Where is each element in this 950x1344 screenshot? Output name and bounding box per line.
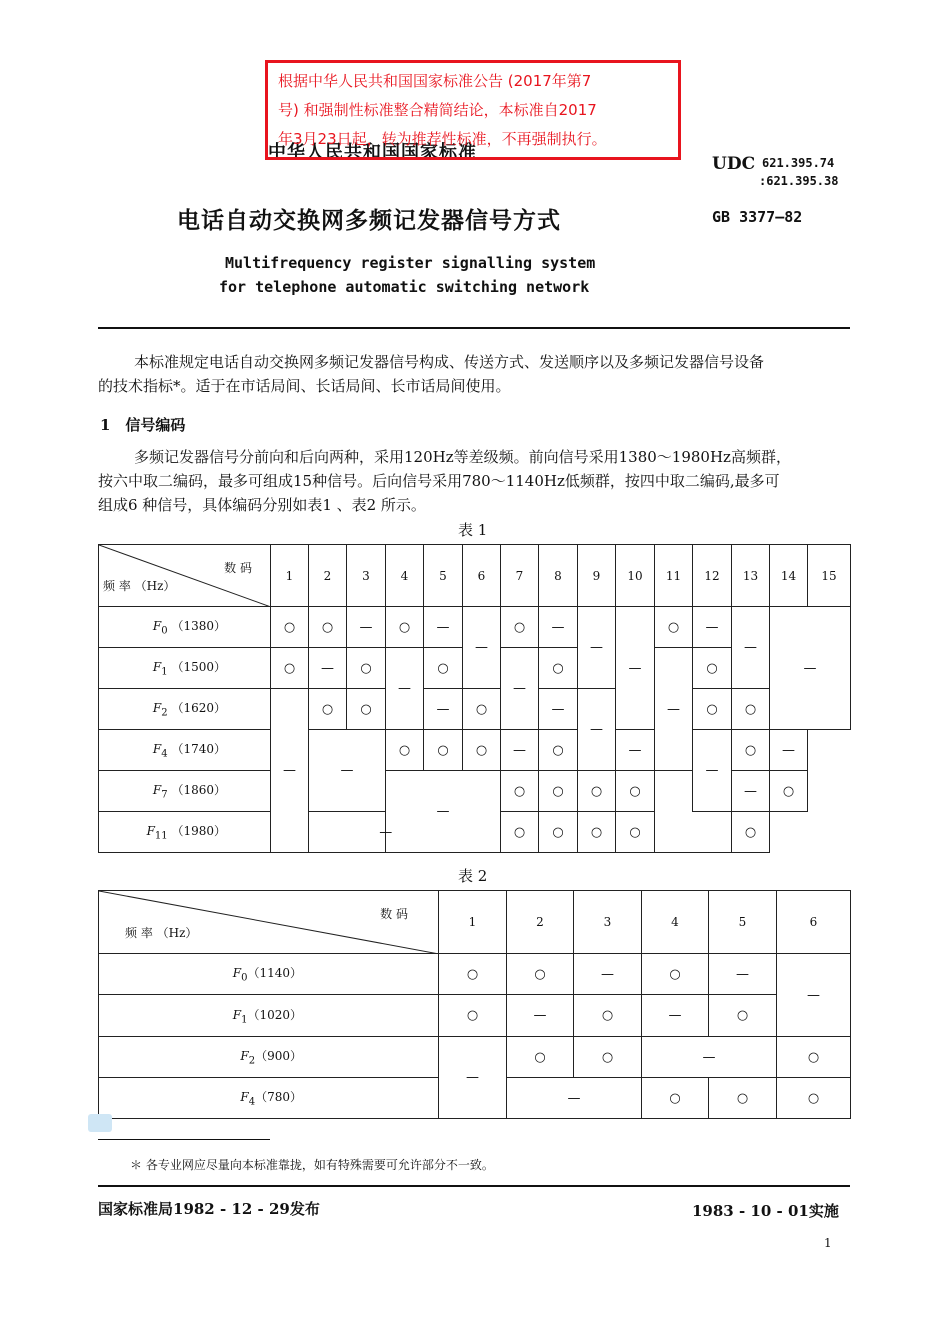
code-header: 4: [386, 545, 424, 607]
cell-circle: ○: [770, 771, 808, 812]
standard-title-en: for telephone automatic switching network: [219, 278, 590, 296]
table-row: [99, 995, 851, 1037]
standard-title-en: Multifrequency register signalling system: [225, 254, 596, 272]
cell-dash: —: [501, 648, 539, 730]
cell-circle: ○: [732, 689, 770, 730]
freq-label: $F_0$ （1380）: [99, 607, 271, 648]
standard-number: GB 3377—82: [712, 208, 803, 226]
code-header: 2: [309, 545, 347, 607]
header-rule: [98, 327, 850, 329]
publish-date: 国家标准局1982 - 12 - 29发布: [98, 1200, 320, 1218]
table-row: [99, 689, 851, 730]
table-caption: 表 2: [458, 867, 488, 885]
code-header: 13: [732, 545, 770, 607]
code-header: 15: [808, 545, 851, 607]
table-row: [99, 954, 851, 995]
cell-circle: ○: [386, 730, 424, 771]
issuing-organization: 中华人民共和国国家标准: [268, 142, 477, 163]
cell-dash: —: [574, 954, 642, 995]
cell-circle: ○: [693, 648, 732, 689]
cell-circle: ○: [709, 995, 777, 1037]
code-header: 14: [770, 545, 808, 607]
code-axis-label: 数 码: [224, 561, 252, 575]
section-paragraph: [98, 445, 850, 517]
code-header: 12: [693, 545, 732, 607]
cell-dash: —: [693, 730, 732, 812]
cell-circle: ○: [578, 812, 616, 853]
udc-code-2: :621.395.38: [759, 174, 839, 188]
cell-circle: ○: [309, 689, 347, 730]
table-header-row: [99, 891, 851, 954]
cell-dash: —: [770, 730, 808, 771]
cell-circle: ○: [271, 607, 309, 648]
code-header: 6: [777, 891, 851, 954]
cell-dash: —: [309, 812, 463, 853]
cell-circle: ○: [271, 648, 309, 689]
freq-axis-label: 频 率 （Hz）: [103, 579, 176, 593]
cell-circle: ○: [507, 1037, 574, 1078]
cell-circle: ○: [539, 648, 578, 689]
cell-circle: ○: [439, 954, 507, 995]
cell-dash: —: [732, 771, 770, 812]
table-caption: 表 1: [458, 521, 488, 539]
table-row: [99, 1037, 851, 1078]
cell-dash: —: [578, 607, 616, 689]
cell-circle: ○: [439, 995, 507, 1037]
table-2: [98, 890, 851, 1119]
cell-dash: —: [709, 954, 777, 995]
cell-dash: —: [424, 607, 463, 648]
cell-circle: ○: [693, 689, 732, 730]
cell-dash: —: [386, 771, 501, 853]
cell-circle: ○: [616, 812, 655, 853]
cell-dash: —: [655, 648, 693, 771]
freq-label: $F_1$ （1500）: [99, 648, 271, 689]
cell-dash: —: [732, 607, 770, 689]
cell-dash: —: [424, 689, 463, 730]
cell-dash: —: [347, 607, 386, 648]
cell-dash: —: [507, 1078, 642, 1119]
cell-dash: —: [777, 954, 851, 1037]
cell-dash: —: [770, 607, 851, 730]
code-header: 5: [709, 891, 777, 954]
cell-circle: ○: [463, 689, 501, 730]
code-header: 6: [463, 545, 501, 607]
cell-circle: ○: [501, 607, 539, 648]
code-header: 9: [578, 545, 616, 607]
code-header: 3: [574, 891, 642, 954]
cell-dash: —: [539, 607, 578, 648]
cell-circle: ○: [539, 730, 578, 771]
cell-dash: —: [578, 689, 616, 771]
table-row: [99, 771, 851, 812]
table-1: [98, 544, 851, 853]
code-header: 3: [347, 545, 386, 607]
cell-circle: ○: [616, 771, 655, 812]
cell-dash: —: [693, 607, 732, 648]
cell-circle: ○: [347, 689, 386, 730]
diagonal-line: [99, 891, 439, 954]
cell-dash: —: [439, 1037, 507, 1119]
code-header: 2: [507, 891, 574, 954]
cell-dash: —: [463, 607, 501, 689]
intro-paragraph: [98, 350, 850, 398]
cell-circle: ○: [309, 607, 347, 648]
cell-circle: ○: [642, 1078, 709, 1119]
section-line: 组成6 种信号，具体编码分别如表1 、表2 所示。: [98, 496, 426, 514]
section-line: 多频记发器信号分前向和后向两种，采用120Hz等差级频。前向信号采用1380～1980Hz高频群，: [134, 448, 791, 466]
table-row: [99, 730, 851, 771]
page-number: 1: [824, 1236, 832, 1250]
table-corner-cell: [99, 545, 271, 607]
cell-circle: ○: [777, 1078, 851, 1119]
table-row: [99, 607, 851, 648]
cell-dash: —: [507, 995, 574, 1037]
freq-label: $F_4$ （1740）: [99, 730, 271, 771]
cell-circle: ○: [574, 995, 642, 1037]
freq-label: $F_4(780)$: [99, 1078, 439, 1119]
cell-circle: ○: [709, 1078, 777, 1119]
cell-dash: —: [386, 648, 424, 730]
section-line: 按六中取二编码，最多可组成15种信号。后向信号采用780～1140Hz低频群，按四中取二编码,最多可: [98, 472, 780, 490]
cell-circle: ○: [732, 812, 770, 853]
table-corner-cell: [99, 891, 439, 954]
cell-circle: ○: [578, 771, 616, 812]
notice-line: 根据中华人民共和国国家标准公告 (2017年第7: [278, 72, 592, 90]
freq-label: $F_2(900)$: [99, 1037, 439, 1078]
cell-circle: ○: [642, 954, 709, 995]
cell-empty: [655, 771, 732, 853]
effective-date: 1983 - 10 - 01实施: [692, 1202, 839, 1220]
udc-label: UDC: [712, 154, 756, 174]
code-header: 4: [642, 891, 709, 954]
footnote: ＊ 各专业网应尽量向本标准靠拢，如有特殊需要可允许部分不一致。: [130, 1158, 494, 1172]
cell-circle: ○: [424, 730, 463, 771]
footnote-rule: [98, 1139, 270, 1140]
cell-dash: —: [309, 648, 347, 689]
section-heading: 1 信号编码: [100, 416, 186, 434]
standard-title-cn: 电话自动交换网多频记发器信号方式: [177, 207, 561, 234]
cell-circle: ○: [463, 730, 501, 771]
code-header: 10: [616, 545, 655, 607]
cell-dash: —: [642, 995, 709, 1037]
cell-circle: ○: [655, 607, 693, 648]
watermark-logo: [88, 1114, 112, 1132]
udc-code-1: 621.395.74: [762, 156, 835, 170]
notice-line: 号) 和强制性标准整合精简结论，本标准自2017: [278, 101, 597, 119]
cell-circle: ○: [501, 812, 539, 853]
cell-dash: —: [642, 1037, 777, 1078]
cell-dash: —: [309, 730, 386, 812]
cell-dash: —: [616, 730, 655, 771]
cell-circle: ○: [507, 954, 574, 995]
freq-label: $F_0(1140)$: [99, 954, 439, 995]
code-axis-label: 数 码: [380, 907, 408, 921]
code-header: 1: [271, 545, 309, 607]
cell-dash: —: [616, 607, 655, 730]
code-header: 11: [655, 545, 693, 607]
intro-line: 的技术指标*。适于在市话局间、长话局间、长市话局间使用。: [98, 377, 511, 395]
freq-label: $F_2$ （1620）: [99, 689, 271, 730]
cell-dash: —: [501, 730, 539, 771]
intro-line: 本标准规定电话自动交换网多频记发器信号构成、传送方式、发送顺序以及多频记发器信号设备: [134, 353, 765, 371]
cell-circle: ○: [347, 648, 386, 689]
cell-dash: —: [271, 689, 309, 853]
cell-circle: ○: [386, 607, 424, 648]
cell-dash: —: [539, 689, 578, 730]
cell-circle: ○: [539, 812, 578, 853]
code-header: 5: [424, 545, 463, 607]
freq-label: $F_{11}$ （1980）: [99, 812, 271, 853]
footer-rule: [98, 1185, 850, 1187]
freq-label: $F_7$ （1860）: [99, 771, 271, 812]
cell-circle: ○: [501, 771, 539, 812]
notice-line: 年3月23日起，转为推荐性标准，不再强制执行。: [278, 130, 607, 148]
cell-circle: ○: [777, 1037, 851, 1078]
cell-circle: ○: [539, 771, 578, 812]
code-header: 8: [539, 545, 578, 607]
cell-circle: ○: [574, 1037, 642, 1078]
table-header-row: [99, 545, 851, 607]
freq-label: $F_1(1020)$: [99, 995, 439, 1037]
diagonal-line: [99, 545, 271, 607]
notice-box: [265, 60, 681, 160]
cell-circle: ○: [424, 648, 463, 689]
cell-circle: ○: [732, 730, 770, 771]
code-header: 1: [439, 891, 507, 954]
code-header: 7: [501, 545, 539, 607]
freq-axis-label: 频 率 （Hz）: [125, 926, 198, 940]
